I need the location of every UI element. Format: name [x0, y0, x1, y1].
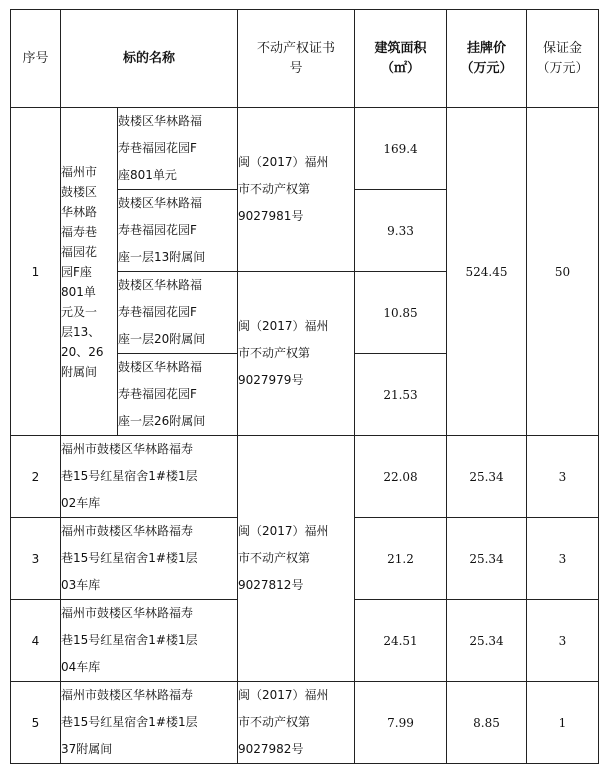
- lot1-deposit: 50: [527, 108, 599, 436]
- header-cert-line2: 号: [289, 60, 303, 76]
- lot4-name: 福州市鼓楼区华林路福寿 巷15号红星宿舍1#楼1层 04车库: [61, 600, 238, 682]
- lot4-area: 24.51: [355, 600, 447, 682]
- header-deposit: [527, 10, 599, 108]
- header-deposit-line1: 保证金: [542, 40, 582, 56]
- lot1-area-20: 10.85: [355, 272, 447, 354]
- header-price-line1: 挂牌价: [466, 40, 506, 56]
- lot1-name: 福州市 鼓楼区 华林路 福寿巷 福园花 园F座 801单 元及一 层13、 20、26 附属间: [61, 108, 118, 436]
- table-row: [11, 682, 599, 764]
- lot1-unit-13: 鼓楼区华林路福 寿巷福园花园F 座一层13附属间: [118, 190, 238, 272]
- lot2-area: 22.08: [355, 436, 447, 518]
- lot1-seq: 1: [11, 108, 61, 436]
- header-price: [447, 10, 527, 108]
- lot5-area: 7.99: [355, 682, 447, 764]
- lots-2-4-cert: 闽（2017）福州 市不动产权第 9027812号: [238, 436, 355, 682]
- lot1-area-13: 9.33: [355, 190, 447, 272]
- table-row: [11, 108, 599, 190]
- lot3-seq: 3: [11, 518, 61, 600]
- lot5-seq: 5: [11, 682, 61, 764]
- lot5-deposit: 1: [527, 682, 599, 764]
- header-price-line2: （万元）: [460, 60, 513, 76]
- lot1-cert-9027981: 闽（2017）福州 市不动产权第 9027981号: [238, 108, 355, 272]
- header-row: [11, 10, 599, 108]
- lot3-price: 25.34: [447, 518, 527, 600]
- lot2-deposit: 3: [527, 436, 599, 518]
- lot3-deposit: 3: [527, 518, 599, 600]
- header-area-line2: （㎡）: [380, 60, 420, 76]
- lot2-price: 25.34: [447, 436, 527, 518]
- lot1-price: 524.45: [447, 108, 527, 436]
- lot1-cert-9027979: 闽（2017）福州 市不动产权第 9027979号: [238, 272, 355, 436]
- lot1-area-801: 169.4: [355, 108, 447, 190]
- header-cert-line1: 不动产权证书: [256, 40, 335, 56]
- header-name: 标的名称: [61, 10, 238, 108]
- lot5-name: 福州市鼓楼区华林路福寿 巷15号红星宿舍1#楼1层 37附属间: [61, 682, 238, 764]
- lot2-name: 福州市鼓楼区华林路福寿 巷15号红星宿舍1#楼1层 02车库: [61, 436, 238, 518]
- lot4-seq: 4: [11, 600, 61, 682]
- lot3-name: 福州市鼓楼区华林路福寿 巷15号红星宿舍1#楼1层 03车库: [61, 518, 238, 600]
- lot1-area-26: 21.53: [355, 354, 447, 436]
- lot4-deposit: 3: [527, 600, 599, 682]
- lot2-seq: 2: [11, 436, 61, 518]
- lot1-unit-26: 鼓楼区华林路福 寿巷福园花园F 座一层26附属间: [118, 354, 238, 436]
- header-cert: [238, 10, 355, 108]
- table-row: [11, 436, 599, 518]
- auction-lot-table: [10, 9, 599, 764]
- lot3-area: 21.2: [355, 518, 447, 600]
- header-area: [355, 10, 447, 108]
- lot1-unit-20: 鼓楼区华林路福 寿巷福园花园F 座一层20附属间: [118, 272, 238, 354]
- header-seq: 序号: [11, 10, 61, 108]
- header-area-line1: 建筑面积: [374, 40, 427, 56]
- lot1-unit-801: 鼓楼区华林路福 寿巷福园花园F 座801单元: [118, 108, 238, 190]
- lot4-price: 25.34: [447, 600, 527, 682]
- lot5-cert: 闽（2017）福州 市不动产权第 9027982号: [238, 682, 355, 764]
- lot5-price: 8.85: [447, 682, 527, 764]
- header-deposit-line2: （万元）: [536, 60, 589, 76]
